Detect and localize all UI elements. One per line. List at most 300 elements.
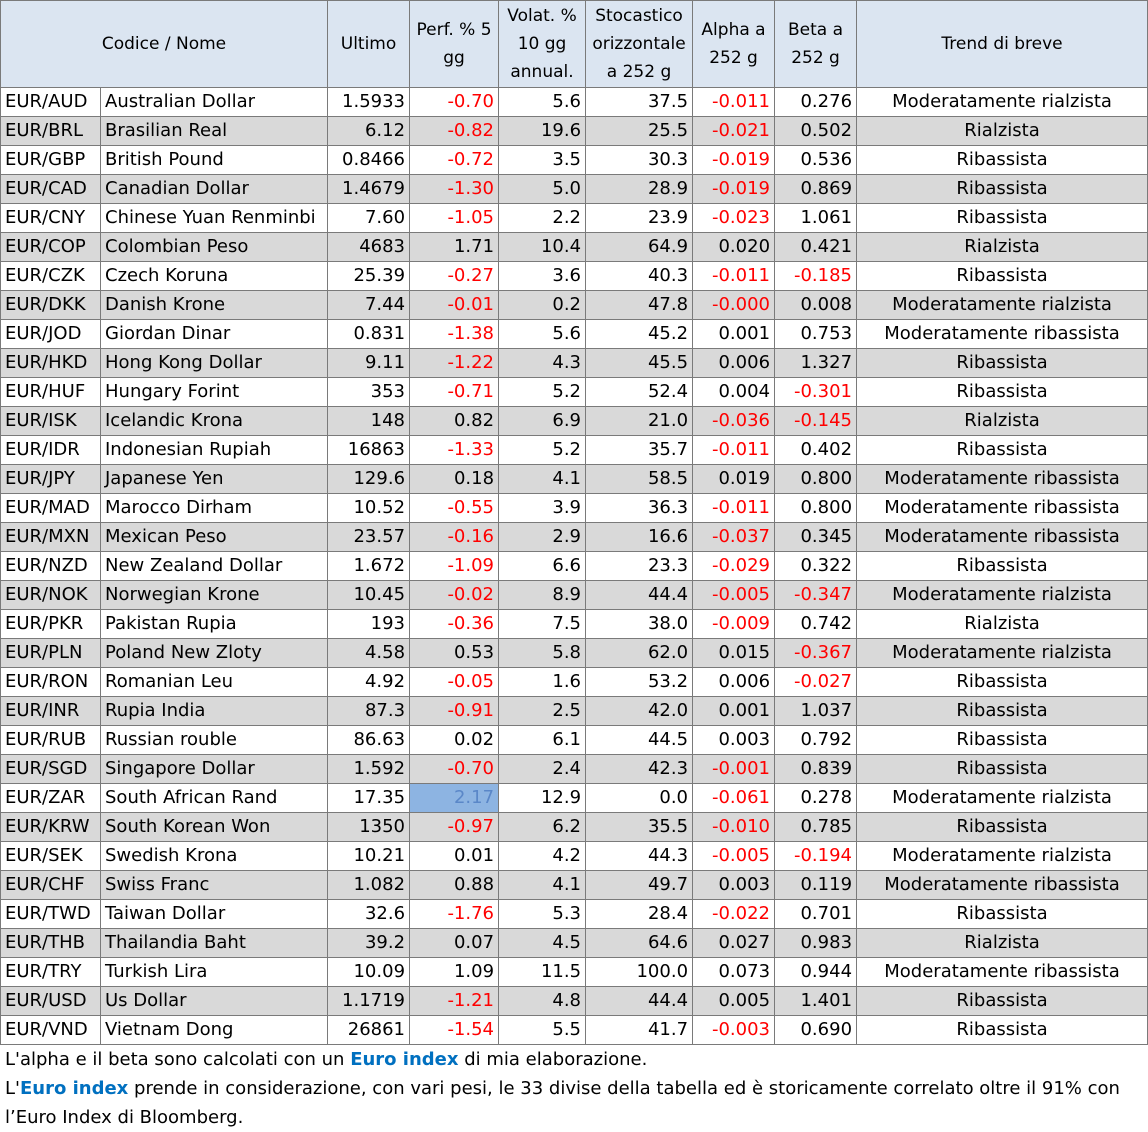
cell-beta: 0.944: [775, 958, 857, 987]
cell-alpha: -0.010: [693, 813, 775, 842]
cell-alpha: 0.019: [693, 465, 775, 494]
cell-trend: Ribassista: [857, 900, 1148, 929]
cell-trend: Ribassista: [857, 349, 1148, 378]
cell-code: EUR/SEK: [1, 842, 101, 871]
table-row: [1, 378, 1148, 407]
cell-stocastico: 64.6: [586, 929, 693, 958]
cell-perf: -0.36: [410, 610, 499, 639]
cell-code: EUR/TRY: [1, 958, 101, 987]
cell-stocastico: 53.2: [586, 668, 693, 697]
header-row: [1, 1, 1148, 88]
cell-ultimo: 4.58: [328, 639, 410, 668]
cell-name: Danish Krone: [101, 291, 328, 320]
cell-volat: 10.4: [499, 233, 586, 262]
cell-stocastico: 30.3: [586, 146, 693, 175]
cell-trend: Ribassista: [857, 668, 1148, 697]
cell-ultimo: 26861: [328, 1016, 410, 1045]
cell-stocastico: 28.4: [586, 900, 693, 929]
cell-stocastico: 35.7: [586, 436, 693, 465]
cell-perf: -0.16: [410, 523, 499, 552]
cell-name: Japanese Yen: [101, 465, 328, 494]
cell-volat: 5.2: [499, 436, 586, 465]
cell-trend: Moderatamente rialzista: [857, 88, 1148, 117]
cell-ultimo: 0.831: [328, 320, 410, 349]
cell-ultimo: 39.2: [328, 929, 410, 958]
cell-stocastico: 16.6: [586, 523, 693, 552]
cell-perf: -0.97: [410, 813, 499, 842]
table-row: [1, 233, 1148, 262]
cell-alpha: -0.001: [693, 755, 775, 784]
cell-name: Romanian Leu: [101, 668, 328, 697]
table-row: [1, 494, 1148, 523]
cell-alpha: 0.005: [693, 987, 775, 1016]
cell-beta: 0.278: [775, 784, 857, 813]
cell-alpha: -0.000: [693, 291, 775, 320]
cell-beta: 0.502: [775, 117, 857, 146]
cell-stocastico: 42.0: [586, 697, 693, 726]
cell-volat: 4.8: [499, 987, 586, 1016]
cell-code: EUR/COP: [1, 233, 101, 262]
cell-volat: 4.1: [499, 871, 586, 900]
table-body: [1, 88, 1148, 1045]
cell-alpha: -0.011: [693, 262, 775, 291]
cell-trend: Moderatamente ribassista: [857, 465, 1148, 494]
cell-volat: 5.2: [499, 378, 586, 407]
cell-perf: 1.71: [410, 233, 499, 262]
cell-volat: 6.1: [499, 726, 586, 755]
cell-perf: -1.22: [410, 349, 499, 378]
cell-trend: Ribassista: [857, 987, 1148, 1016]
cell-perf: -0.55: [410, 494, 499, 523]
cell-name: Us Dollar: [101, 987, 328, 1016]
cell-trend: Moderatamente ribassista: [857, 320, 1148, 349]
cell-alpha: 0.073: [693, 958, 775, 987]
cell-perf: 0.01: [410, 842, 499, 871]
cell-stocastico: 44.4: [586, 987, 693, 1016]
cell-trend: Ribassista: [857, 204, 1148, 233]
table-row: [1, 639, 1148, 668]
cell-ultimo: 1350: [328, 813, 410, 842]
cell-volat: 4.3: [499, 349, 586, 378]
cell-stocastico: 62.0: [586, 639, 693, 668]
cell-name: Singapore Dollar: [101, 755, 328, 784]
cell-stocastico: 47.8: [586, 291, 693, 320]
euro-index-term: Euro index: [350, 1049, 459, 1070]
cell-trend: Ribassista: [857, 726, 1148, 755]
header-codice-nome: Codice / Nome: [1, 1, 328, 88]
cell-ultimo: 86.63: [328, 726, 410, 755]
cell-volat: 6.2: [499, 813, 586, 842]
cell-name: South Korean Won: [101, 813, 328, 842]
cell-name: British Pound: [101, 146, 328, 175]
table-row: [1, 610, 1148, 639]
cell-alpha: -0.019: [693, 146, 775, 175]
cell-trend: Moderatamente rialzista: [857, 291, 1148, 320]
cell-perf: -0.70: [410, 88, 499, 117]
cell-alpha: 0.003: [693, 871, 775, 900]
cell-alpha: -0.011: [693, 494, 775, 523]
cell-name: Norwegian Krone: [101, 581, 328, 610]
cell-alpha: -0.011: [693, 88, 775, 117]
cell-beta: -0.185: [775, 262, 857, 291]
cell-trend: Rialzista: [857, 407, 1148, 436]
cell-trend: Moderatamente rialzista: [857, 842, 1148, 871]
cell-name: Turkish Lira: [101, 958, 328, 987]
cell-alpha: 0.003: [693, 726, 775, 755]
cell-ultimo: 148: [328, 407, 410, 436]
cell-volat: 5.0: [499, 175, 586, 204]
cell-beta: 0.983: [775, 929, 857, 958]
footnote: [0, 1045, 1135, 1132]
cell-code: EUR/NZD: [1, 552, 101, 581]
footnote-line-2: L'Euro index prende in considerazione, con vari pesi, le 33 divise della tabella ed è storicamente correlato oltre il 91% con l’Euro Index di Bloomberg.: [5, 1078, 1120, 1128]
cell-trend: Ribassista: [857, 813, 1148, 842]
cell-alpha: 0.015: [693, 639, 775, 668]
cell-volat: 7.5: [499, 610, 586, 639]
cell-code: EUR/HUF: [1, 378, 101, 407]
cell-beta: 0.839: [775, 755, 857, 784]
cell-beta: -0.145: [775, 407, 857, 436]
cell-beta: 0.536: [775, 146, 857, 175]
cell-beta: 0.869: [775, 175, 857, 204]
cell-stocastico: 64.9: [586, 233, 693, 262]
cell-name: Taiwan Dollar: [101, 900, 328, 929]
cell-volat: 2.5: [499, 697, 586, 726]
cell-stocastico: 0.0: [586, 784, 693, 813]
cell-stocastico: 100.0: [586, 958, 693, 987]
cell-trend: Ribassista: [857, 1016, 1148, 1045]
cell-code: EUR/CZK: [1, 262, 101, 291]
cell-beta: 0.792: [775, 726, 857, 755]
cell-volat: 5.6: [499, 88, 586, 117]
cell-code: EUR/JOD: [1, 320, 101, 349]
header-stocastico: Stocastico orizzontale a 252 g: [586, 1, 693, 88]
cell-alpha: 0.004: [693, 378, 775, 407]
cell-alpha: -0.023: [693, 204, 775, 233]
cell-ultimo: 1.4679: [328, 175, 410, 204]
cell-stocastico: 35.5: [586, 813, 693, 842]
cell-trend: Ribassista: [857, 146, 1148, 175]
cell-beta: 0.701: [775, 900, 857, 929]
cell-beta: 0.119: [775, 871, 857, 900]
cell-name: Poland New Zloty: [101, 639, 328, 668]
cell-ultimo: 1.5933: [328, 88, 410, 117]
cell-ultimo: 1.1719: [328, 987, 410, 1016]
cell-beta: 1.037: [775, 697, 857, 726]
cell-perf: -1.30: [410, 175, 499, 204]
table-row: [1, 88, 1148, 117]
cell-ultimo: 193: [328, 610, 410, 639]
cell-beta: 0.753: [775, 320, 857, 349]
cell-beta: 0.690: [775, 1016, 857, 1045]
cell-code: EUR/DKK: [1, 291, 101, 320]
cell-name: Australian Dollar: [101, 88, 328, 117]
cell-perf: 0.07: [410, 929, 499, 958]
cell-name: Russian rouble: [101, 726, 328, 755]
table-row: [1, 204, 1148, 233]
table-row: [1, 523, 1148, 552]
cell-name: Hong Kong Dollar: [101, 349, 328, 378]
cell-ultimo: 10.09: [328, 958, 410, 987]
cell-perf: -1.54: [410, 1016, 499, 1045]
cell-perf: -0.02: [410, 581, 499, 610]
cell-volat: 8.9: [499, 581, 586, 610]
table-row: [1, 755, 1148, 784]
cell-perf: -1.38: [410, 320, 499, 349]
table-row: [1, 581, 1148, 610]
cell-name: Chinese Yuan Renminbi: [101, 204, 328, 233]
cell-stocastico: 37.5: [586, 88, 693, 117]
table-row: [1, 958, 1148, 987]
cell-volat: 1.6: [499, 668, 586, 697]
cell-volat: 6.9: [499, 407, 586, 436]
cell-volat: 5.8: [499, 639, 586, 668]
cell-stocastico: 52.4: [586, 378, 693, 407]
cell-beta: 0.421: [775, 233, 857, 262]
cell-stocastico: 36.3: [586, 494, 693, 523]
cell-volat: 5.5: [499, 1016, 586, 1045]
table-row: [1, 900, 1148, 929]
cell-code: EUR/ZAR: [1, 784, 101, 813]
cell-trend: Moderatamente ribassista: [857, 871, 1148, 900]
cell-alpha: 0.027: [693, 929, 775, 958]
cell-perf: 0.18: [410, 465, 499, 494]
cell-ultimo: 23.57: [328, 523, 410, 552]
cell-stocastico: 25.5: [586, 117, 693, 146]
cell-trend: Moderatamente ribassista: [857, 958, 1148, 987]
cell-volat: 5.3: [499, 900, 586, 929]
cell-code: EUR/CAD: [1, 175, 101, 204]
cell-perf: 1.09: [410, 958, 499, 987]
cell-code: EUR/CNY: [1, 204, 101, 233]
cell-alpha: -0.009: [693, 610, 775, 639]
table-row: [1, 552, 1148, 581]
cell-volat: 3.9: [499, 494, 586, 523]
cell-beta: -0.301: [775, 378, 857, 407]
cell-code: EUR/RON: [1, 668, 101, 697]
cell-perf: 0.88: [410, 871, 499, 900]
cell-perf: -0.72: [410, 146, 499, 175]
cell-name: Canadian Dollar: [101, 175, 328, 204]
cell-code: EUR/BRL: [1, 117, 101, 146]
cell-perf: -1.05: [410, 204, 499, 233]
cell-ultimo: 1.672: [328, 552, 410, 581]
cell-beta: 1.061: [775, 204, 857, 233]
cell-stocastico: 58.5: [586, 465, 693, 494]
cell-ultimo: 9.11: [328, 349, 410, 378]
cell-stocastico: 49.7: [586, 871, 693, 900]
cell-code: EUR/RUB: [1, 726, 101, 755]
cell-alpha: -0.061: [693, 784, 775, 813]
table-row: [1, 668, 1148, 697]
cell-name: Mexican Peso: [101, 523, 328, 552]
cell-name: Rupia India: [101, 697, 328, 726]
cell-trend: Ribassista: [857, 552, 1148, 581]
cell-volat: 3.5: [499, 146, 586, 175]
cell-perf: 0.02: [410, 726, 499, 755]
table-row: [1, 697, 1148, 726]
cell-volat: 4.2: [499, 842, 586, 871]
table-row: [1, 291, 1148, 320]
cell-stocastico: 44.4: [586, 581, 693, 610]
cell-volat: 2.4: [499, 755, 586, 784]
cell-volat: 2.9: [499, 523, 586, 552]
cell-code: EUR/THB: [1, 929, 101, 958]
cell-beta: 1.401: [775, 987, 857, 1016]
cell-name: Indonesian Rupiah: [101, 436, 328, 465]
cell-ultimo: 7.44: [328, 291, 410, 320]
cell-trend: Ribassista: [857, 436, 1148, 465]
cell-beta: 0.800: [775, 465, 857, 494]
cell-perf: -1.76: [410, 900, 499, 929]
table-row: [1, 465, 1148, 494]
cell-trend: Moderatamente ribassista: [857, 523, 1148, 552]
cell-volat: 5.6: [499, 320, 586, 349]
cell-perf: -0.91: [410, 697, 499, 726]
cell-perf: -0.05: [410, 668, 499, 697]
cell-beta: -0.367: [775, 639, 857, 668]
cell-name: Icelandic Krona: [101, 407, 328, 436]
cell-stocastico: 41.7: [586, 1016, 693, 1045]
cell-name: Vietnam Dong: [101, 1016, 328, 1045]
cell-alpha: -0.037: [693, 523, 775, 552]
cell-code: EUR/SGD: [1, 755, 101, 784]
cell-trend: Ribassista: [857, 378, 1148, 407]
header-ultimo: Ultimo: [328, 1, 410, 88]
cell-alpha: 0.006: [693, 668, 775, 697]
cell-volat: 19.6: [499, 117, 586, 146]
cell-ultimo: 1.082: [328, 871, 410, 900]
cell-beta: -0.194: [775, 842, 857, 871]
table-row: [1, 842, 1148, 871]
cell-name: Hungary Forint: [101, 378, 328, 407]
cell-ultimo: 129.6: [328, 465, 410, 494]
cell-perf: -1.09: [410, 552, 499, 581]
cell-volat: 6.6: [499, 552, 586, 581]
cell-perf: -0.82: [410, 117, 499, 146]
cell-perf: -0.70: [410, 755, 499, 784]
cell-alpha: 0.006: [693, 349, 775, 378]
cell-alpha: 0.001: [693, 697, 775, 726]
cell-trend: Rialzista: [857, 233, 1148, 262]
cell-code: EUR/IDR: [1, 436, 101, 465]
cell-beta: 0.008: [775, 291, 857, 320]
cell-beta: 0.276: [775, 88, 857, 117]
cell-beta: 0.742: [775, 610, 857, 639]
cell-code: EUR/JPY: [1, 465, 101, 494]
table-row: [1, 320, 1148, 349]
cell-code: EUR/TWD: [1, 900, 101, 929]
cell-code: EUR/USD: [1, 987, 101, 1016]
cell-volat: 11.5: [499, 958, 586, 987]
table-row: [1, 262, 1148, 291]
table-row: [1, 929, 1148, 958]
cell-code: EUR/MXN: [1, 523, 101, 552]
cell-perf: -1.33: [410, 436, 499, 465]
cell-code: EUR/KRW: [1, 813, 101, 842]
table-row: [1, 349, 1148, 378]
table-row: [1, 871, 1148, 900]
cell-beta: 0.785: [775, 813, 857, 842]
cell-beta: 0.402: [775, 436, 857, 465]
cell-perf: 2.17: [410, 784, 499, 813]
cell-code: EUR/PLN: [1, 639, 101, 668]
cell-name: New Zealand Dollar: [101, 552, 328, 581]
cell-name: Brasilian Real: [101, 117, 328, 146]
cell-alpha: -0.005: [693, 842, 775, 871]
cell-volat: 3.6: [499, 262, 586, 291]
cell-ultimo: 7.60: [328, 204, 410, 233]
cell-alpha: 0.020: [693, 233, 775, 262]
cell-stocastico: 23.3: [586, 552, 693, 581]
cell-stocastico: 44.3: [586, 842, 693, 871]
cell-beta: 0.345: [775, 523, 857, 552]
cell-ultimo: 16863: [328, 436, 410, 465]
header-trend: Trend di breve: [857, 1, 1148, 88]
cell-beta: 0.322: [775, 552, 857, 581]
cell-stocastico: 42.3: [586, 755, 693, 784]
cell-ultimo: 87.3: [328, 697, 410, 726]
cell-name: Marocco Dirham: [101, 494, 328, 523]
header-beta: Beta a 252 g: [775, 1, 857, 88]
cell-trend: Rialzista: [857, 610, 1148, 639]
cell-ultimo: 25.39: [328, 262, 410, 291]
cell-name: South African Rand: [101, 784, 328, 813]
cell-ultimo: 1.592: [328, 755, 410, 784]
cell-beta: -0.347: [775, 581, 857, 610]
cell-volat: 4.5: [499, 929, 586, 958]
cell-ultimo: 4683: [328, 233, 410, 262]
cell-code: EUR/INR: [1, 697, 101, 726]
cell-stocastico: 28.9: [586, 175, 693, 204]
cell-trend: Moderatamente rialzista: [857, 639, 1148, 668]
cell-trend: Ribassista: [857, 262, 1148, 291]
cell-name: Pakistan Rupia: [101, 610, 328, 639]
table-row: [1, 726, 1148, 755]
cell-name: Colombian Peso: [101, 233, 328, 262]
cell-ultimo: 10.21: [328, 842, 410, 871]
cell-trend: Moderatamente rialzista: [857, 581, 1148, 610]
cell-stocastico: 38.0: [586, 610, 693, 639]
cell-perf: -0.27: [410, 262, 499, 291]
cell-perf: -0.71: [410, 378, 499, 407]
cell-perf: -0.01: [410, 291, 499, 320]
cell-name: Czech Koruna: [101, 262, 328, 291]
cell-perf: -1.21: [410, 987, 499, 1016]
euro-index-term: Euro index: [19, 1078, 129, 1099]
cell-stocastico: 45.2: [586, 320, 693, 349]
cell-trend: Moderatamente rialzista: [857, 784, 1148, 813]
cell-alpha: -0.005: [693, 581, 775, 610]
cell-code: EUR/AUD: [1, 88, 101, 117]
cell-alpha: -0.036: [693, 407, 775, 436]
header-volat: Volat. % 10 gg annual.: [499, 1, 586, 88]
cell-name: Thailandia Baht: [101, 929, 328, 958]
cell-code: EUR/MAD: [1, 494, 101, 523]
table-row: [1, 987, 1148, 1016]
cell-name: Giordan Dinar: [101, 320, 328, 349]
cell-alpha: -0.029: [693, 552, 775, 581]
cell-trend: Ribassista: [857, 175, 1148, 204]
cell-alpha: -0.021: [693, 117, 775, 146]
cell-trend: Rialzista: [857, 929, 1148, 958]
cell-volat: 4.1: [499, 465, 586, 494]
cell-ultimo: 353: [328, 378, 410, 407]
cell-code: EUR/VND: [1, 1016, 101, 1045]
cell-name: Swedish Krona: [101, 842, 328, 871]
table-row: [1, 813, 1148, 842]
cell-alpha: -0.022: [693, 900, 775, 929]
